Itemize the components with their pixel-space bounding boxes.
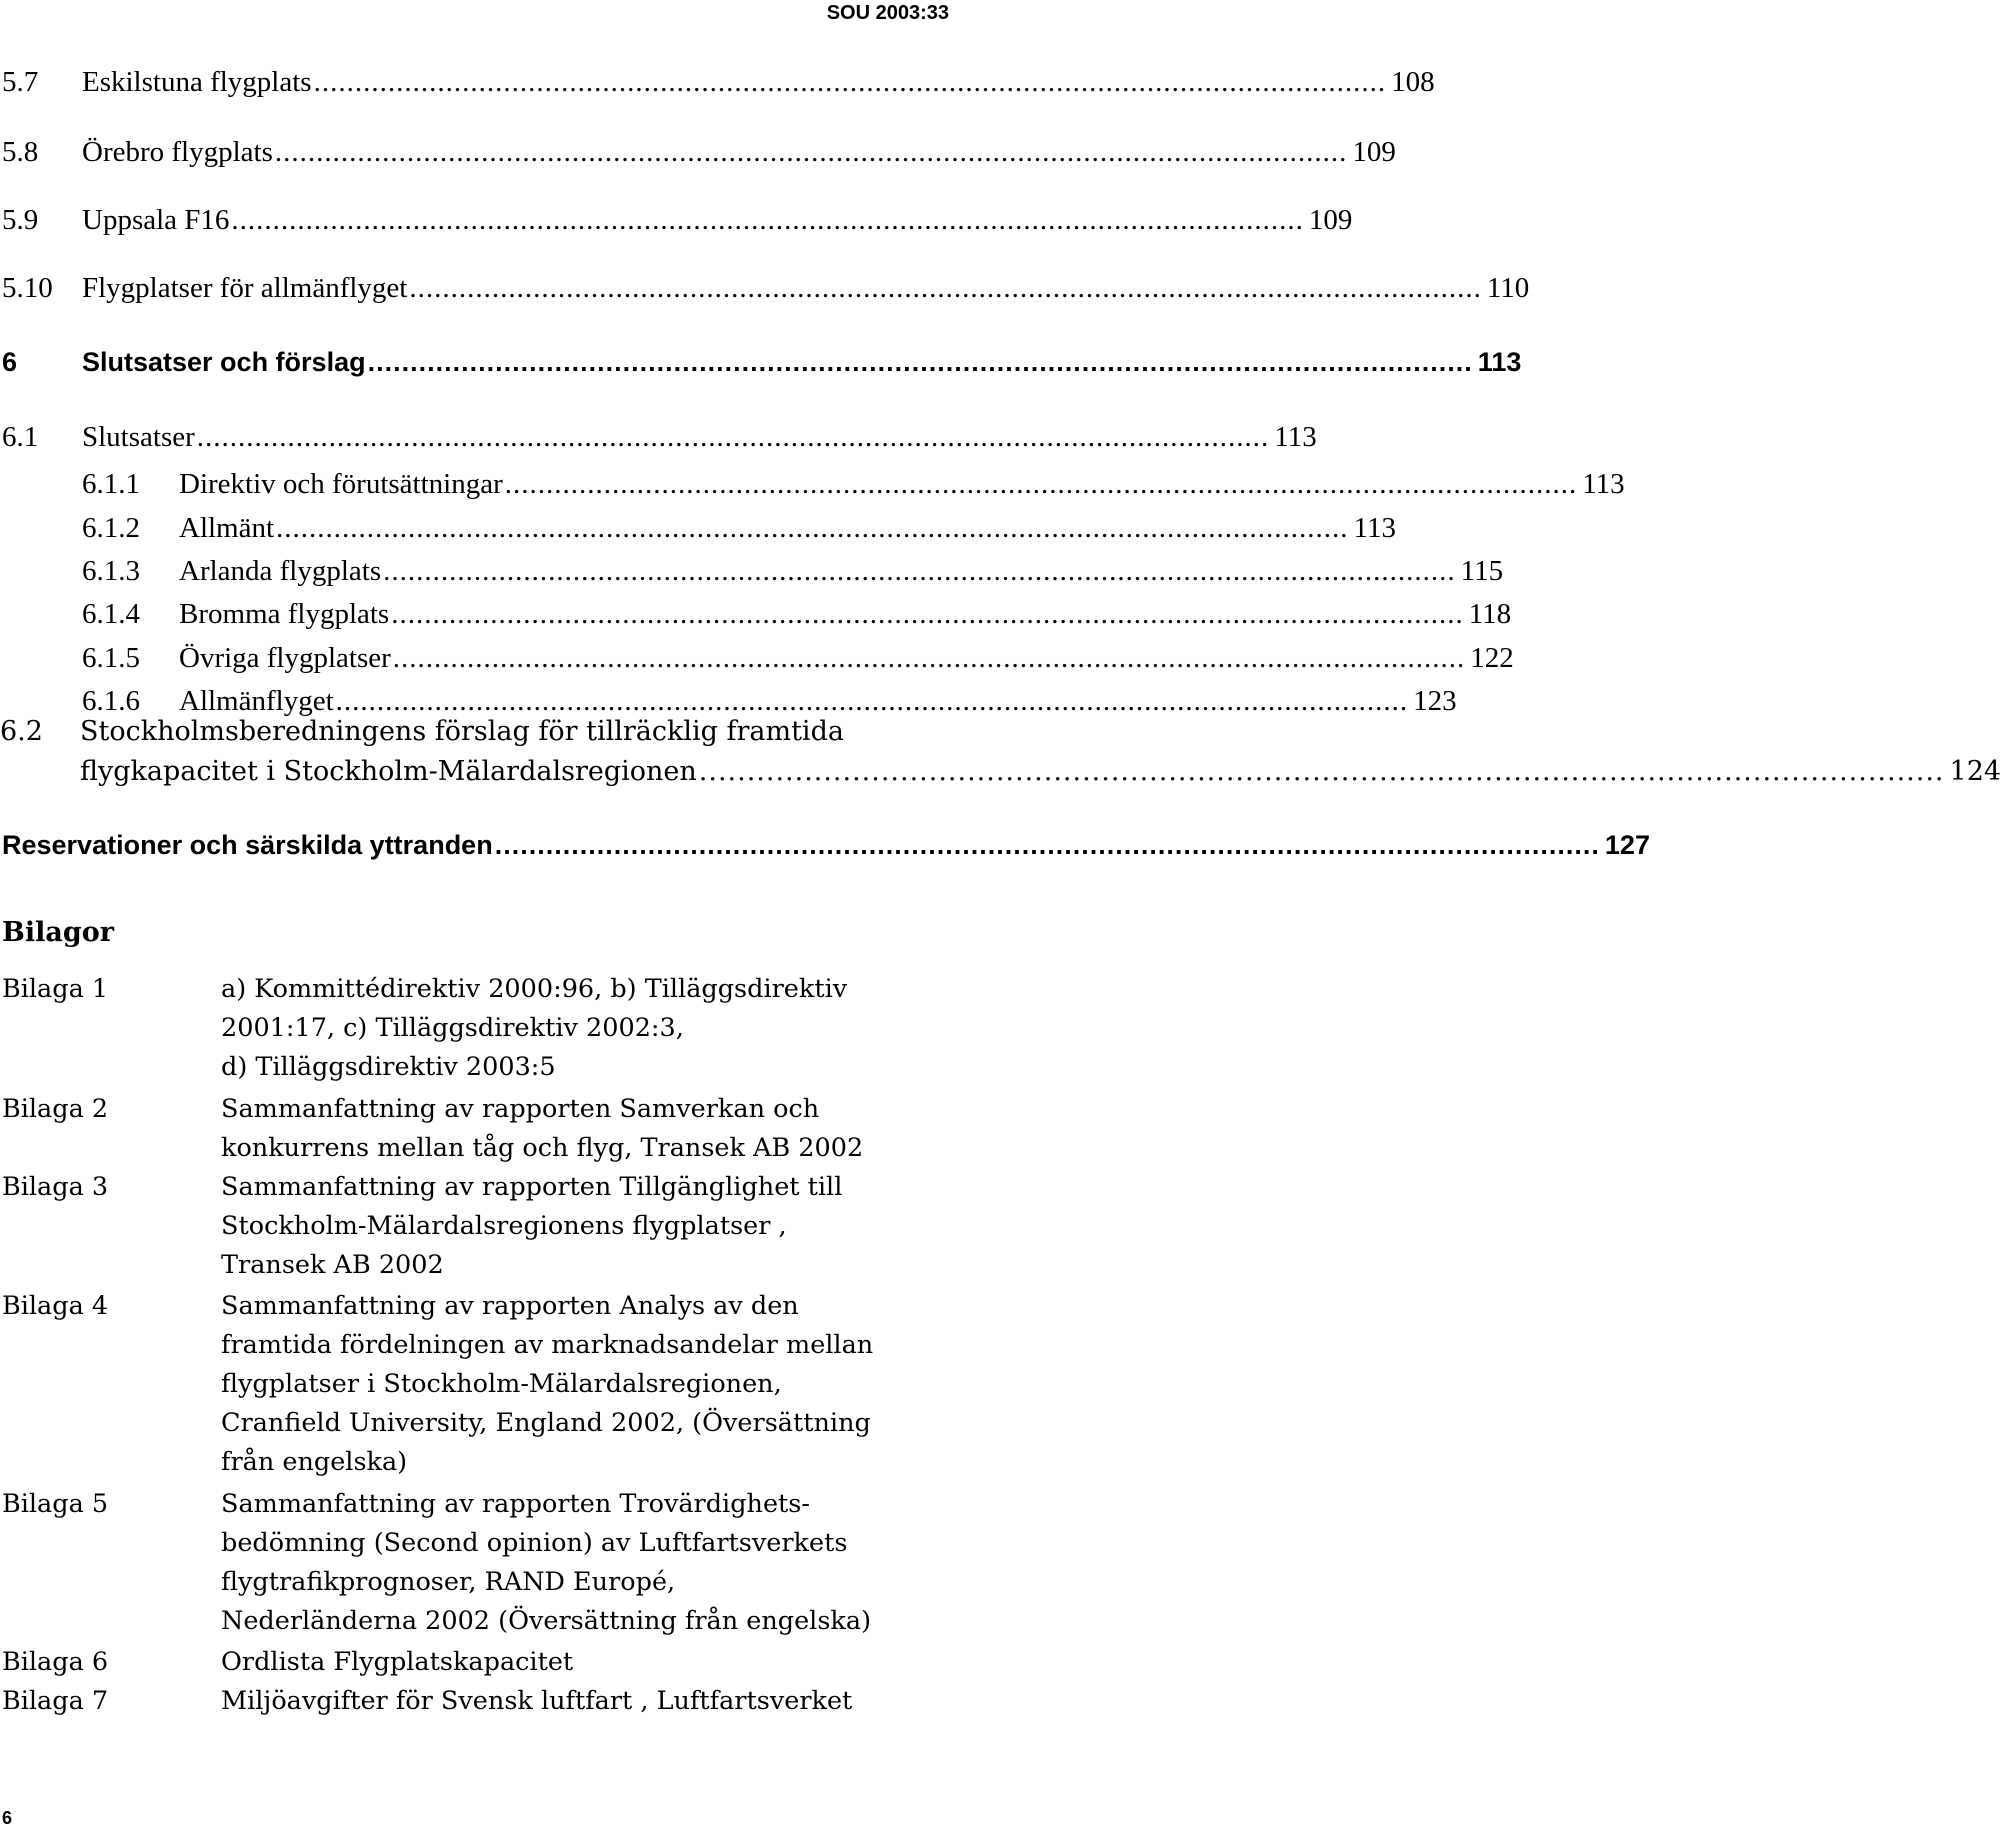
appendix-description: [221, 1485, 956, 1641]
appendix-line: Sammanfattning av rapporten Samverkan och: [221, 1094, 820, 1124]
toc-leader-dots: ..................................................................................................................................: [504, 468, 1578, 500]
toc-entry-6-1-4[interactable]: [82, 598, 1512, 631]
toc-page: 124: [1949, 756, 2001, 787]
toc-title-line-2-row: [80, 756, 2001, 787]
appendix-line: flygplatser i Stockholm-Mälardalsregionen,: [221, 1369, 782, 1399]
toc-title: Slutsatser och förslag: [82, 347, 366, 377]
toc-page: 113: [1477, 347, 1522, 377]
appendix-line: Stockholm-Mälardalsregionens flygplatser ,: [221, 1211, 787, 1241]
toc-leader-dots: ..................................................................................................................................: [391, 598, 1464, 630]
toc-page: 123: [1413, 685, 1457, 717]
toc-number: 5.8: [2, 136, 39, 168]
toc-leader-dots: ..................................................................................................................................: [276, 512, 1349, 544]
toc-title: Eskilstuna flygplats: [82, 66, 312, 98]
toc-leader-dots: ..................................................................................................................................: [367, 347, 1473, 377]
toc-title: Arlanda flygplats: [179, 555, 382, 587]
toc-entry-6-1-5[interactable]: [82, 642, 1514, 675]
toc-title: Reservationer och särskilda yttranden: [2, 830, 493, 860]
toc-number: 5.10: [2, 272, 53, 304]
toc-title: Direktiv och förutsättningar: [179, 468, 503, 500]
toc-leader-dots: ..................................................................................................................................: [274, 136, 1348, 168]
appendix-label: Bilaga 7: [2, 1686, 109, 1716]
toc-page: 118: [1468, 598, 1512, 630]
toc-number: 6.1.2: [82, 512, 140, 544]
toc-entry-6-1-3[interactable]: [82, 555, 1504, 588]
toc-number: 6.1.6: [82, 685, 140, 717]
toc-reservations[interactable]: [2, 830, 1650, 861]
toc-number: 6.1.1: [82, 468, 140, 500]
toc-page: 127: [1604, 830, 1650, 860]
toc-number: 5.9: [2, 204, 39, 236]
toc-number: 6.2: [0, 716, 43, 747]
toc-page: 109: [1308, 204, 1353, 236]
toc-entry-6-1-2[interactable]: [82, 512, 1396, 545]
toc-number: 6.1.5: [82, 642, 140, 674]
appendix-line: bedömning (Second opinion) av Luftfartsverkets: [221, 1528, 848, 1558]
appendix-line: Nederländerna 2002 (Översättning från engelska): [221, 1606, 872, 1636]
appendix-label: Bilaga 4: [2, 1291, 109, 1321]
toc-title: Allmänflyget: [179, 685, 334, 717]
page-number: 6: [2, 1808, 13, 1828]
toc-title-line-1: Stockholmsberedningens förslag för tillräcklig framtida: [80, 716, 844, 747]
appendix-description: [221, 1090, 956, 1168]
appendix-line: Transek AB 2002: [221, 1250, 444, 1280]
toc-title: Övriga flygplatser: [179, 642, 391, 674]
appendix-label: Bilaga 5: [2, 1489, 109, 1519]
toc-leader-dots: ..................................................................................................................................: [313, 66, 1387, 98]
toc-leader-dots: ..................................................................................................................................: [392, 642, 1466, 674]
toc-entry-5-7[interactable]: [2, 66, 1435, 99]
toc-page: 115: [1460, 555, 1504, 587]
appendix-label: Bilaga 1: [2, 974, 109, 1004]
appendices-heading: Bilagor: [2, 917, 114, 948]
appendix-label: Bilaga 6: [2, 1647, 109, 1677]
appendix-label: Bilaga 3: [2, 1172, 109, 1202]
toc-page: 122: [1470, 642, 1514, 674]
toc-chapter-6[interactable]: [2, 347, 1522, 378]
appendix-line: framtida fördelningen av marknadsandelar mellan: [221, 1330, 874, 1360]
appendix-line: Sammanfattning av rapporten Analys av den: [221, 1291, 799, 1321]
toc-title: Örebro flygplats: [82, 136, 273, 168]
appendix-line: Sammanfattning av rapporten Trovärdighets-: [221, 1489, 811, 1519]
toc-leader-dots: ..................................................................................................................................: [409, 272, 1482, 304]
toc-leader-dots: ..................................................................................................................................: [231, 204, 1304, 236]
toc-entry-6-1[interactable]: [2, 421, 1317, 454]
toc-leader-dots: ..................................................................................................................................: [196, 421, 1270, 453]
toc-number: 5.7: [2, 66, 39, 98]
toc-page: 109: [1352, 136, 1396, 168]
appendix-line: Miljöavgifter för Svensk luftfart , Luftfartsverket: [221, 1686, 853, 1716]
appendix-label: Bilaga 2: [2, 1094, 109, 1124]
appendix-line: Ordlista Flygplatskapacitet: [221, 1647, 574, 1677]
toc-title: Bromma flygplats: [179, 598, 390, 630]
appendix-description: [221, 1643, 956, 1682]
toc-leader-dots: ..................................................................................................................................: [383, 555, 1456, 587]
appendix-line: Cranfield University, England 2002, (Översättning: [221, 1408, 871, 1438]
appendix-line: från engelska): [221, 1447, 408, 1477]
toc-title: Slutsatser: [82, 421, 195, 453]
toc-leader-dots: ..................................................................................................................................: [494, 830, 1600, 860]
toc-entry-5-10[interactable]: [2, 272, 1530, 305]
toc-leader-dots: ..................................................................................................................................: [335, 685, 1409, 717]
appendix-description: [221, 1682, 956, 1721]
toc-page: 113: [1582, 468, 1625, 500]
toc-page: 108: [1391, 66, 1435, 98]
toc-title: Flygplatser för allmänflyget: [82, 272, 408, 304]
toc-page: 113: [1353, 512, 1396, 544]
appendix-line: Sammanfattning av rapporten Tillgänglighet till: [221, 1172, 843, 1202]
report-code: SOU 2003:33: [826, 2, 949, 24]
toc-number: 6.1.4: [82, 598, 140, 630]
toc-leader-dots: ..................................................................................................................................: [698, 756, 1945, 787]
toc-title: Allmänt: [179, 512, 275, 544]
toc-entry-6-1-6[interactable]: [82, 685, 1457, 718]
appendix-description: [221, 1168, 956, 1285]
toc-page: 113: [1274, 421, 1317, 453]
appendix-line: flygtrafikprognoser, RAND Europé,: [221, 1567, 676, 1597]
appendix-line: konkurrens mellan tåg och flyg, Transek AB 2002: [221, 1133, 864, 1163]
appendix-description: [221, 970, 956, 1087]
appendix-line: d) Tilläggsdirektiv 2003:5: [221, 1052, 556, 1082]
toc-entry-5-9[interactable]: [2, 204, 1353, 237]
appendix-description: [221, 1287, 956, 1482]
toc-number: 6.1.3: [82, 555, 140, 587]
toc-number: 6: [2, 347, 18, 377]
toc-page: 110: [1486, 272, 1530, 304]
toc-entry-6-1-1[interactable]: [82, 468, 1625, 501]
toc-title: Uppsala F16: [82, 204, 230, 236]
toc-number: 6.1: [2, 421, 39, 453]
appendix-line: 2001:17, c) Tilläggsdirektiv 2002:3,: [221, 1013, 684, 1043]
appendix-line: a) Kommittédirektiv 2000:96, b) Tilläggsdirektiv: [221, 974, 848, 1004]
toc-entry-5-8[interactable]: [2, 136, 1396, 169]
toc-title-line-2: flygkapacitet i Stockholm-Mälardalsregionen: [80, 756, 697, 787]
